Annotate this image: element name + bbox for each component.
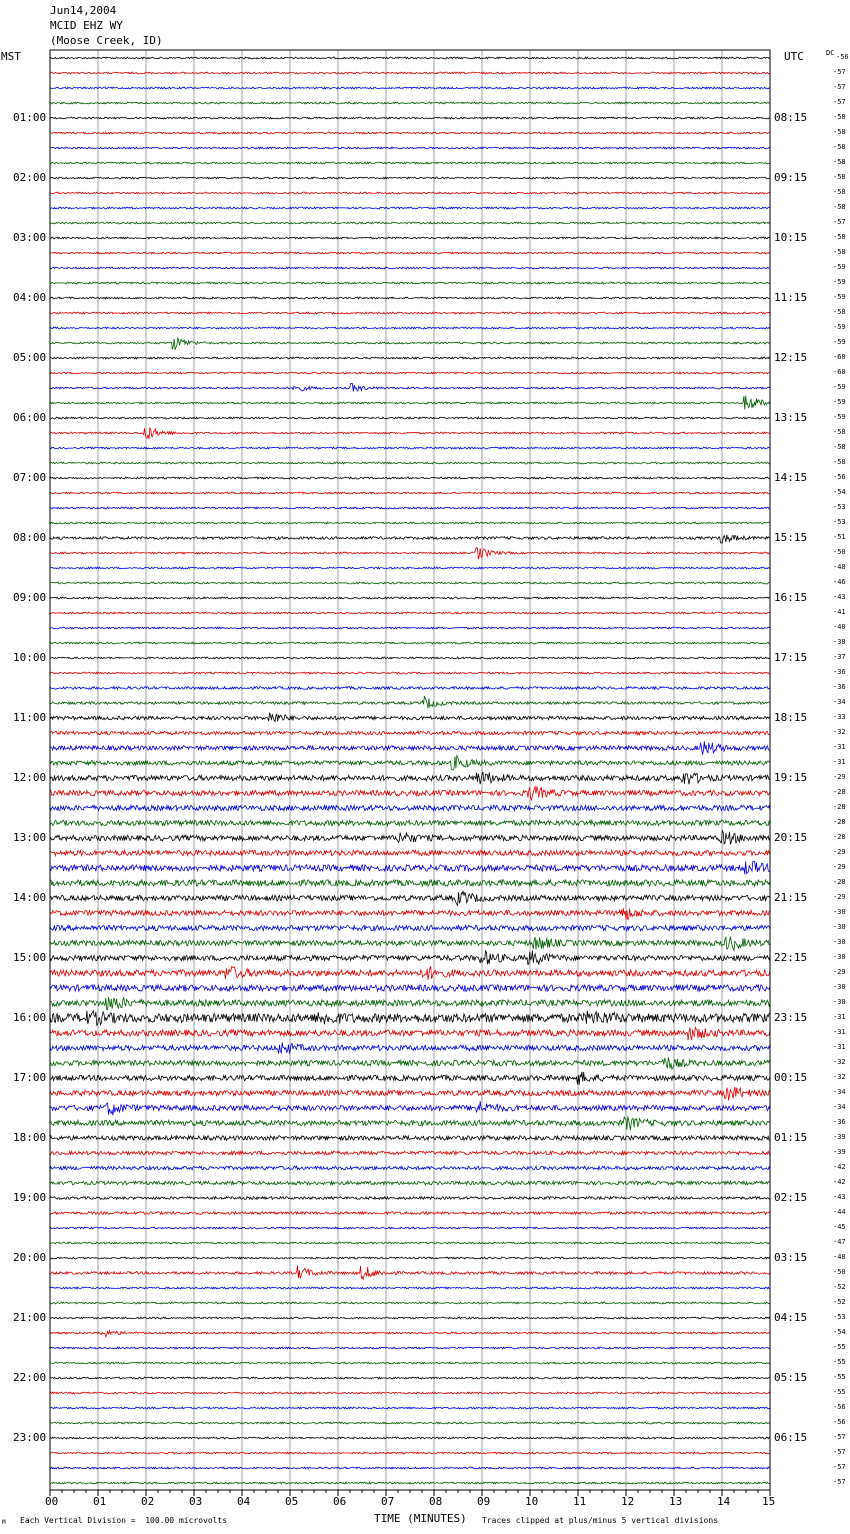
mst-hour-label: 17:00 <box>13 1071 47 1084</box>
utc-hour-label: 10:15 <box>774 231 808 244</box>
utc-hour-label: 09:15 <box>774 171 808 184</box>
x-tick-label: 12 <box>621 1495 635 1508</box>
dc-offset-label: -59 <box>833 413 846 421</box>
trace-line <box>50 1027 770 1040</box>
utc-hour-label: 18:15 <box>774 711 808 724</box>
utc-hour-label: 00:15 <box>774 1071 808 1084</box>
trace-line <box>50 1011 770 1026</box>
dc-offset-label: -59 <box>833 383 846 391</box>
trace-line <box>50 1347 770 1349</box>
x-tick-label: 10 <box>525 1495 539 1508</box>
dc-offset-label: -58 <box>833 458 846 466</box>
trace-line <box>50 1197 770 1200</box>
trace-line <box>50 447 770 449</box>
trace-line <box>50 966 770 980</box>
mst-hour-label: 20:00 <box>13 1251 47 1264</box>
trace-line <box>50 192 770 194</box>
trace-line <box>50 642 770 644</box>
x-tick-label: 01 <box>93 1495 107 1508</box>
dc-offset-label: -31 <box>833 1043 846 1051</box>
dc-offset-label: -31 <box>833 1028 846 1036</box>
dc-offset-label: -58 <box>833 248 846 256</box>
dc-offset-label: -53 <box>833 1313 846 1321</box>
x-axis-ticks <box>50 1490 770 1496</box>
mst-hour-label: 15:00 <box>13 951 47 964</box>
dc-offset-label: -58 <box>833 113 846 121</box>
dc-offset-label: -59 <box>833 263 846 271</box>
mst-hour-label: 08:00 <box>13 531 47 544</box>
dc-offset-label: -28 <box>833 833 846 841</box>
x-tick-label: 11 <box>573 1495 587 1508</box>
header-station: MCID EHZ WY <box>50 19 123 32</box>
trace-line <box>50 1392 770 1394</box>
dc-offset-label: -28 <box>833 818 846 826</box>
dc-offset-label: -43 <box>833 593 846 601</box>
dc-offset-label: -36 <box>833 1118 846 1126</box>
mst-hour-label: 02:00 <box>13 171 47 184</box>
dc-offset-label: -30 <box>833 923 846 931</box>
trace-line <box>50 417 770 419</box>
mst-hour-label: 07:00 <box>13 471 47 484</box>
dc-offset-label: -58 <box>833 428 846 436</box>
dc-offset-label: -44 <box>833 1208 846 1216</box>
x-tick-label: 09 <box>477 1495 491 1508</box>
x-axis-title: TIME (MINUTES) <box>374 1512 467 1525</box>
x-tick-label: 00 <box>45 1495 59 1508</box>
dc-offset-label: -50 <box>833 548 846 556</box>
trace-line <box>50 850 770 855</box>
dc-offset-label: -29 <box>833 893 846 901</box>
trace-line <box>50 627 770 629</box>
dc-offset-label: -57 <box>833 83 846 91</box>
dc-offset-label: -57 <box>833 1478 846 1486</box>
header-location: (Moose Creek, ID) <box>50 34 163 47</box>
mst-hour-label: 22:00 <box>13 1371 47 1384</box>
mst-hour-label: 21:00 <box>13 1311 47 1324</box>
dc-offset-label: -52 <box>833 1298 846 1306</box>
dc-offset-label: -58 <box>833 143 846 151</box>
trace-line <box>50 741 770 754</box>
dc-offset-label: -37 <box>833 653 846 661</box>
dc-offset-label: -29 <box>833 863 846 871</box>
utc-hour-label: 06:15 <box>774 1431 808 1444</box>
x-tick-label: 03 <box>189 1495 203 1508</box>
dc-offset-label: -58 <box>833 188 846 196</box>
mst-hour-label: 05:00 <box>13 351 47 364</box>
mst-hour-label: 01:00 <box>13 111 47 124</box>
trace-line <box>50 1257 770 1259</box>
trace-line <box>50 805 770 810</box>
dc-header-label: DC <box>826 49 835 57</box>
dc-offset-label: -46 <box>833 578 846 586</box>
trace-line <box>50 820 770 825</box>
dc-offset-label: -57 <box>833 218 846 226</box>
trace-line <box>50 507 770 509</box>
trace-line <box>50 880 770 886</box>
utc-hour-label: 19:15 <box>774 771 808 784</box>
trace-line <box>50 1212 770 1215</box>
dc-offset-label: -58 <box>833 443 846 451</box>
utc-hour-label: 05:15 <box>774 1371 808 1384</box>
trace-line <box>50 1116 770 1130</box>
dc-offset-label: -48 <box>833 563 846 571</box>
dc-offset-label: -31 <box>833 1013 846 1021</box>
mst-hour-label: 12:00 <box>13 771 47 784</box>
trace-line <box>50 713 770 722</box>
utc-hour-label: 11:15 <box>774 291 808 304</box>
x-tick-label: 14 <box>717 1495 731 1508</box>
dc-offset-label: -30 <box>833 998 846 1006</box>
trace-line <box>50 297 770 299</box>
trace-line <box>50 1266 770 1279</box>
dc-offset-label: -40 <box>833 623 846 631</box>
dc-offset-label: -57 <box>833 68 846 76</box>
x-tick-label: 15 <box>762 1495 776 1508</box>
trace-line <box>50 1057 770 1069</box>
dc-offset-label: -60 <box>833 368 846 376</box>
utc-hour-label: 14:15 <box>774 471 808 484</box>
trace-line <box>50 72 770 74</box>
trace-line <box>50 861 770 874</box>
trace-line <box>50 102 770 104</box>
trace-line <box>50 951 770 965</box>
trace-line <box>50 252 770 254</box>
dc-offset-label: -53 <box>833 518 846 526</box>
trace-line <box>50 132 770 134</box>
trace-line <box>50 338 770 350</box>
trace-line <box>50 1087 770 1101</box>
scale-note: Each Vertical Division = 100.00 microvolts <box>20 1516 228 1525</box>
trace-line <box>50 462 770 464</box>
trace-line <box>50 57 770 59</box>
seismic-traces <box>50 57 770 1484</box>
dc-offset-label: -55 <box>833 1388 846 1396</box>
mst-hour-label: 04:00 <box>13 291 47 304</box>
utc-hour-label: 13:15 <box>774 411 808 424</box>
trace-line <box>50 522 770 524</box>
dc-offset-label: -58 <box>833 233 846 241</box>
trace-line <box>50 222 770 224</box>
dc-offset-label: -34 <box>833 1088 846 1096</box>
trace-line <box>50 477 770 479</box>
mst-hour-label: 16:00 <box>13 1011 47 1024</box>
dc-offset-label: -29 <box>833 848 846 856</box>
trace-line <box>50 207 770 209</box>
dc-offset-label: -42 <box>833 1178 846 1186</box>
trace-line <box>50 1287 770 1289</box>
dc-offset-label: -57 <box>833 98 846 106</box>
x-tick-label: 13 <box>669 1495 683 1508</box>
dc-offset-label: -38 <box>833 638 846 646</box>
trace-line <box>50 1331 770 1337</box>
right-timezone-label: UTC <box>784 50 804 63</box>
trace-line <box>50 831 770 845</box>
dc-offset-label: -32 <box>833 1073 846 1081</box>
trace-line <box>50 1362 770 1364</box>
dc-offset-label: -59 <box>833 278 846 286</box>
dc-offset-label: -30 <box>833 953 846 961</box>
dc-offset-label: -31 <box>833 758 846 766</box>
trace-line <box>50 267 770 269</box>
dc-offset-label: -30 <box>833 938 846 946</box>
trace-line <box>50 1072 770 1085</box>
trace-line <box>50 547 770 559</box>
dc-offset-label: -32 <box>833 1058 846 1066</box>
trace-line <box>50 117 770 119</box>
dc-offset-label: -39 <box>833 1133 846 1141</box>
utc-hour-label: 08:15 <box>774 111 808 124</box>
trace-line <box>50 396 770 410</box>
x-tick-label: 04 <box>237 1495 251 1508</box>
trace-line <box>50 327 770 329</box>
mst-hour-label: 18:00 <box>13 1131 47 1144</box>
dc-offset-label: -56 <box>833 473 846 481</box>
trace-line <box>50 1181 770 1185</box>
mst-hour-label: 23:00 <box>13 1431 47 1444</box>
utc-hour-label: 22:15 <box>774 951 808 964</box>
trace-line <box>50 1101 770 1115</box>
trace-line <box>50 1422 770 1424</box>
dc-offset-label: -54 <box>833 488 846 496</box>
dc-offset-label: -60 <box>833 353 846 361</box>
dc-offset-label: -55 <box>833 1358 846 1366</box>
trace-line <box>50 357 770 359</box>
mst-hour-label: 10:00 <box>13 651 47 664</box>
x-tick-label: 07 <box>381 1495 395 1508</box>
trace-line <box>50 147 770 149</box>
utc-hour-label: 02:15 <box>774 1191 808 1204</box>
trace-line <box>50 237 770 239</box>
dc-offset-label: -29 <box>833 968 846 976</box>
utc-hour-label: 21:15 <box>774 891 808 904</box>
trace-line <box>50 567 770 569</box>
trace-line <box>50 1452 770 1454</box>
trace-line <box>50 428 770 439</box>
dc-offset-label: -58 <box>833 173 846 181</box>
header-date: Jun14,2004 <box>50 4 117 17</box>
dc-offset-label: -47 <box>833 1238 846 1246</box>
trace-line <box>50 908 770 919</box>
dc-offset-label: -54 <box>833 1328 846 1336</box>
dc-offset-label: -42 <box>833 1163 846 1171</box>
utc-hour-label: 20:15 <box>774 831 808 844</box>
trace-line <box>50 162 770 164</box>
dc-offset-label: -58 <box>833 203 846 211</box>
dc-offset-label: -30 <box>833 908 846 916</box>
trace-line <box>50 756 770 770</box>
trace-line <box>50 582 770 584</box>
dc-offset-label: -52 <box>833 1283 846 1291</box>
trace-line <box>50 1042 770 1053</box>
utc-hour-label: 16:15 <box>774 591 808 604</box>
left-timezone-label: MST <box>1 50 21 63</box>
dc-offset-label: -55 <box>833 1343 846 1351</box>
mst-hour-label: 14:00 <box>13 891 47 904</box>
mst-hour-label: 06:00 <box>13 411 47 424</box>
trace-line <box>50 1467 770 1469</box>
dc-offset-label: -36 <box>833 668 846 676</box>
dc-offset-label: -56 <box>836 53 849 61</box>
utc-hour-label: 01:15 <box>774 1131 808 1144</box>
corner-mark: M <box>2 1519 6 1526</box>
dc-offset-label: -29 <box>833 773 846 781</box>
dc-offset-label: -59 <box>833 323 846 331</box>
dc-offset-label: -59 <box>833 338 846 346</box>
trace-line <box>50 1166 770 1170</box>
utc-hour-label: 23:15 <box>774 1011 808 1024</box>
dc-offset-label: -28 <box>833 803 846 811</box>
dc-offset-label: -59 <box>833 398 846 406</box>
clip-note: Traces clipped at plus/minus 5 vertical divisions <box>482 1516 719 1525</box>
trace-line <box>50 925 770 930</box>
trace-line <box>50 492 770 494</box>
trace-line <box>50 1437 770 1439</box>
dc-offset-label: -58 <box>833 308 846 316</box>
dc-offset-label: -58 <box>833 128 846 136</box>
dc-offset-label: -43 <box>833 1193 846 1201</box>
dc-offset-label: -45 <box>833 1223 846 1231</box>
trace-line <box>50 1482 770 1484</box>
dc-offset-label: -59 <box>833 293 846 301</box>
dc-offset-label: -55 <box>833 1373 846 1381</box>
x-tick-label: 06 <box>333 1495 347 1508</box>
dc-offset-label: -57 <box>833 1463 846 1471</box>
trace-line <box>50 372 770 374</box>
trace-line <box>50 891 770 905</box>
trace-line <box>50 997 770 1010</box>
dc-offset-label: -39 <box>833 1148 846 1156</box>
mst-hour-label: 13:00 <box>13 831 47 844</box>
dc-offset-label: -32 <box>833 728 846 736</box>
dc-offset-label: -34 <box>833 698 846 706</box>
trace-line <box>50 282 770 284</box>
utc-hour-label: 03:15 <box>774 1251 808 1264</box>
trace-line <box>50 597 770 599</box>
mst-hour-label: 03:00 <box>13 231 47 244</box>
trace-line <box>50 312 770 314</box>
trace-line <box>50 1317 770 1319</box>
trace-line <box>50 936 770 950</box>
trace-line <box>50 177 770 179</box>
trace-line <box>50 87 770 89</box>
dc-offset-label: -56 <box>833 1418 846 1426</box>
trace-line <box>50 672 770 674</box>
utc-hour-label: 17:15 <box>774 651 808 664</box>
utc-hour-label: 12:15 <box>774 351 808 364</box>
mst-hour-label: 11:00 <box>13 711 47 724</box>
dc-offset-label: -41 <box>833 608 846 616</box>
dc-offset-label: -57 <box>833 1433 846 1441</box>
dc-offset-label: -28 <box>833 878 846 886</box>
dc-offset-label: -30 <box>833 983 846 991</box>
trace-line <box>50 612 770 614</box>
dc-offset-label: -53 <box>833 503 846 511</box>
x-tick-label: 02 <box>141 1495 155 1508</box>
utc-hour-label: 15:15 <box>774 531 808 544</box>
trace-line <box>50 383 770 391</box>
x-tick-label: 05 <box>285 1495 299 1508</box>
dc-offset-label: -58 <box>833 158 846 166</box>
trace-line <box>50 1151 770 1155</box>
trace-line <box>50 985 770 991</box>
trace-line <box>50 1242 770 1244</box>
dc-offset-label: -34 <box>833 1103 846 1111</box>
dc-offset-label: -36 <box>833 683 846 691</box>
x-tick-label: 08 <box>429 1495 443 1508</box>
trace-line <box>50 687 770 690</box>
dc-offset-label: -31 <box>833 743 846 751</box>
dc-offset-label: -51 <box>833 533 846 541</box>
trace-line <box>50 1136 770 1140</box>
trace-line <box>50 1227 770 1229</box>
mst-hour-label: 19:00 <box>13 1191 47 1204</box>
trace-line <box>50 1377 770 1379</box>
trace-line <box>50 696 770 708</box>
trace-line <box>50 657 770 659</box>
dc-offset-label: -33 <box>833 713 846 721</box>
trace-line <box>50 535 770 543</box>
dc-offset-label: -50 <box>833 1268 846 1276</box>
trace-line <box>50 1407 770 1409</box>
dc-offset-label: -56 <box>833 1403 846 1411</box>
dc-offset-label: -48 <box>833 1253 846 1261</box>
utc-hour-label: 04:15 <box>774 1311 808 1324</box>
trace-line <box>50 786 770 800</box>
trace-line <box>50 731 770 735</box>
trace-line <box>50 772 770 784</box>
trace-line <box>50 1302 770 1304</box>
mst-hour-label: 09:00 <box>13 591 47 604</box>
dc-offset-label: -28 <box>833 788 846 796</box>
dc-offset-label: -57 <box>833 1448 846 1456</box>
